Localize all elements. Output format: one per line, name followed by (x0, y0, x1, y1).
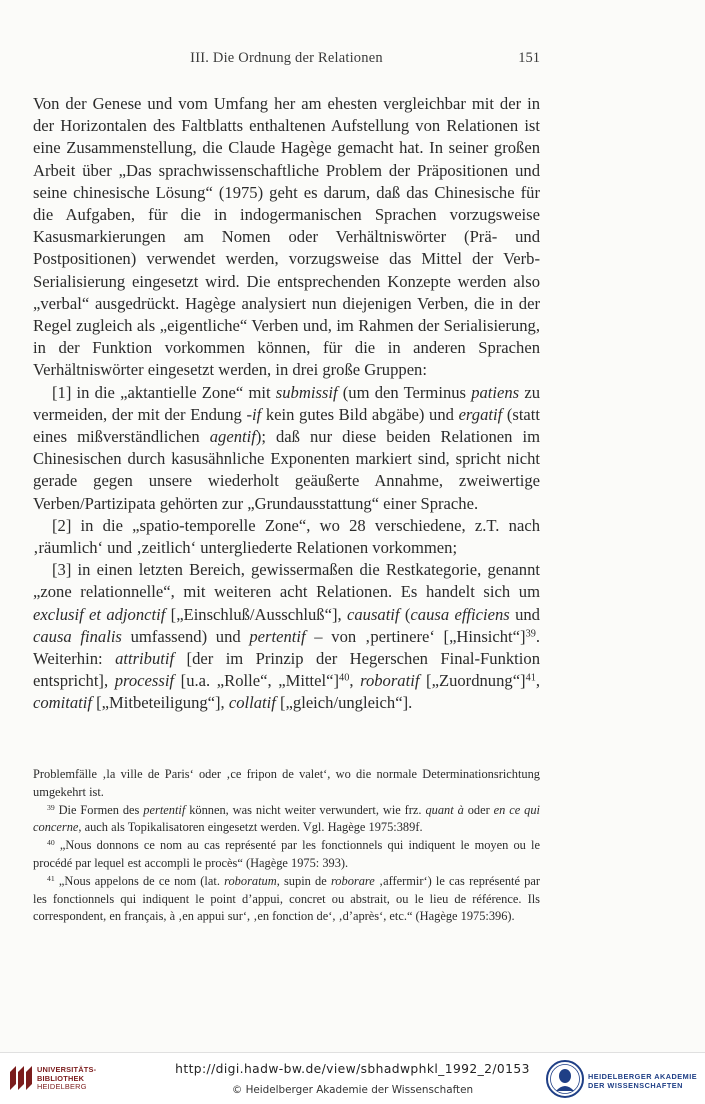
text-run: umfassend) und (121, 626, 250, 646)
academy-logo-line: DER WISSENSCHAFTEN (588, 1081, 683, 1090)
paragraph-group-3 (33, 559, 540, 714)
page-number: 151 (518, 50, 540, 66)
term-italic: agentif (209, 427, 256, 447)
footnote-41 (33, 873, 540, 926)
footnote-40 (33, 837, 540, 873)
main-text (33, 93, 540, 715)
term-italic: pertentif (249, 626, 306, 646)
text-run: oder (463, 802, 494, 817)
footnote-continuation: Problemfälle ‚la ville de Paris‘ oder ‚ce fripon de valet‘, wo die normale Determinationsrichtung umgekehrt ist. (33, 767, 540, 799)
text-run: , supin de (276, 873, 331, 888)
footnote-ref-41[interactable]: 41 (525, 672, 536, 684)
text-run: [„Zuordnung“] (419, 671, 526, 691)
term-italic: attributif (115, 649, 175, 669)
text-run: , auch als Topikalisatoren eingesetzt werden. Vgl. Hagège 1975:389f. (78, 820, 423, 835)
footnote-number: 41 (47, 873, 55, 883)
paragraph-group-1 (33, 382, 540, 515)
text-run: . Weiterhin: (33, 626, 540, 669)
text-run: ( (399, 604, 411, 624)
text-run: Die Formen des (54, 802, 144, 817)
footnote-number: 39 (47, 802, 55, 812)
term-italic: exclusif et adjonctif (33, 604, 166, 624)
footnote-number: 40 (47, 837, 55, 847)
term-italic: causa efficiens (410, 604, 510, 624)
text-run: [„gleich/ungleich“]. (275, 693, 413, 713)
footnote-ref-39[interactable]: 39 (525, 628, 536, 640)
term-italic: causatif (346, 604, 400, 624)
text-run: [der im Prinzip der Hegerschen Final-Funktion entspricht], (33, 649, 540, 691)
text-run: zu vermeiden, der mit der Endung (33, 382, 541, 424)
term-italic: submissif (275, 382, 338, 402)
term-italic: comitatif (33, 693, 92, 713)
text-run: ); daß nur diese beiden Relationen im Chinesischen durch kasusähnliche Exponenten markiert sind, spricht nicht gerade gegen unsere wiederholt geäußerte Annahme, zweiwertige Verben/Partizipata gehörten zur „Grundausstattung“ einer Sprache. (33, 427, 540, 513)
term-italic: roboratum (224, 873, 277, 888)
text-run: [„Mitbeteiligung“], (92, 693, 229, 713)
library-logo-line: UNIVERSITÄTS- (37, 1065, 97, 1074)
term-italic: processif (114, 671, 175, 691)
academy-logo-line: HEIDELBERGER AKADEMIE (588, 1072, 698, 1081)
text-run: , (535, 671, 541, 691)
text-run: [3] in einen letzten Bereich, gewissermaßen die Restkategorie, genannt „zone relationnelle“, mit weiteren acht Relationen. Es handelt sich um (33, 560, 540, 602)
copyright-notice: © Heidelberger Akademie der Wissenschaften (231, 1084, 474, 1096)
text-run: [u.a. „Rolle“, „Mittel“] (174, 671, 340, 691)
paragraph-group-2: [2] in die „spatio-temporelle Zone“, wo 28 verschiedene, z.T. nach ‚räumlich‘ und ‚zeitlich‘ untergliederte Relationen vorkommen; (33, 515, 540, 558)
academy-logo-text (588, 1072, 697, 1090)
digitization-footer (0, 1052, 705, 1104)
term-italic: pertentif (143, 802, 186, 817)
permalink-url[interactable]: http://digi.hadw-bw.de/view/sbhadwphkl_1992_2/0153 (175, 1062, 530, 1076)
term-italic: -if (246, 404, 262, 424)
running-header (33, 50, 540, 72)
running-title: III. Die Ordnung der Relationen (190, 50, 383, 66)
term-italic: collatif (228, 693, 276, 713)
text-run: (um den Terminus (337, 382, 472, 402)
text-run: – von ‚pertinere‘ [„Hinsicht“] (305, 626, 526, 646)
text-run: , (349, 671, 361, 691)
footnote-39 (33, 802, 540, 838)
text-run: [„Einschluß/Ausschluß“], (165, 604, 347, 624)
text-run: „Nous appelons de ce nom (lat. (54, 873, 225, 888)
academy-seal-icon (545, 1059, 585, 1099)
term-italic: ergatif (458, 404, 503, 424)
paragraph-intro: Von der Genese und vom Umfang her am ehesten vergleichbar mit der in der Horizontalen des Faltblatts enthaltenen Aufstellung von Relationen ist eine Zusammenstellung, die Claude Hagège gemacht hat. In seiner großen Arbeit über „Das sprachwissenschaftliche Problem der Präpositionen und seine chinesische Lösung“ (1975) geht es darum, daß das Chinesische für die Aufgaben, für die in indogermanischen Sprachen vorzugsweise Kasusmarkierungen am Nomen oder Verhältniswörter (Prä- und Postpositionen) verwendet werden, vorzugsweise das Mittel der Verb-Serialisierung eingesetzt wird. Die entsprechenden Konzepte werden also „verbal“ ausgedrückt. Hagège analysiert nun diejenigen Verben, die in der Regel zugleich als „eigentliche“ Verben und, im Rahmen der Serialisierung, in der Funktion vorkommen können, für die in anderen Sprachen Verhältniswörter eingesetzt werden, in drei große Gruppen: (33, 94, 540, 380)
text-run: kein gutes Bild abgäbe) und (261, 404, 459, 424)
text-run: und (509, 604, 540, 624)
footnote-ref-40[interactable]: 40 (339, 672, 350, 684)
term-italic: causa finalis (33, 626, 122, 646)
text-run: „Nous donnons ce nom au cas représenté par les fonctionnels qui indiquent le moyen ou le procédé par lequel est accompli le procès“ (Hagège 1975: 393). (33, 838, 540, 870)
term-italic: roboratif (360, 671, 420, 691)
library-logo-line: BIBLIOTHEK (37, 1073, 85, 1083)
academy-logo[interactable] (545, 1059, 705, 1099)
library-logo-line: HEIDELBERG (37, 1082, 87, 1092)
term-italic: en ce qui concerne (33, 802, 540, 835)
term-italic: patiens (471, 382, 520, 402)
text-run: [1] in die „aktantielle Zone“ mit (52, 382, 276, 402)
term-italic: quant à (425, 802, 464, 817)
text-run: ‚affermir‘) le cas représenté par les fonctionnels qui indiquent le point d’appui, concret ou abstrait, ou le lieu de référence. Ils correspondent, en français, à ‚en appui sur‘, ‚en fonction de‘, ‚d’après‘, etc.“ (Hagège 1975:396). (33, 873, 540, 924)
footnotes (33, 766, 540, 926)
text-run: (statt eines mißverständlichen (33, 404, 541, 447)
term-italic: roborare (330, 873, 375, 888)
text-run: können, was nicht weiter verwundert, wie frz. (185, 802, 426, 817)
